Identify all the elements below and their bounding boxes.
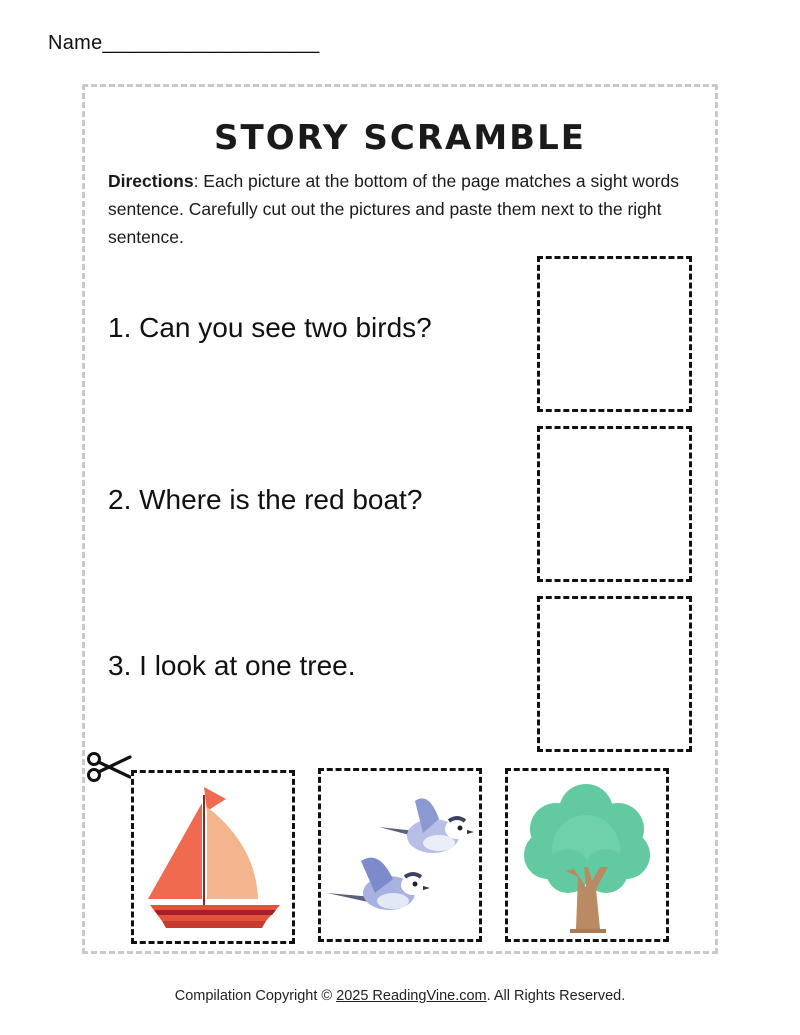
directions-text: [108, 167, 698, 251]
footer-link[interactable]: 2025 ReadingVine.com: [336, 988, 487, 1004]
two-birds-icon: [321, 771, 478, 938]
paste-box-3[interactable]: [537, 596, 692, 752]
cutout-birds-card[interactable]: [318, 768, 482, 942]
page-title: STORY SCRAMBLE: [214, 118, 586, 158]
footer-prefix: Compilation Copyright ©: [174, 988, 337, 1004]
directions-body: : Each picture at the bottom of the page matches a sight words sentence. Carefully cut out the pictures and paste them next to the right sentence.: [108, 171, 679, 247]
directions-label: Directions: [108, 171, 194, 191]
cutout-tree-card[interactable]: [505, 768, 669, 942]
footer-suffix: . All Rights Reserved.: [486, 988, 626, 1004]
sailboat-icon: [134, 773, 291, 940]
paste-box-2[interactable]: [537, 426, 692, 582]
sentence-3: 3. I look at one tree.: [108, 650, 356, 681]
tree-icon: [508, 771, 665, 938]
sentence-2: 2. Where is the red boat?: [108, 484, 423, 515]
name-field[interactable]: Name___________________: [48, 32, 320, 54]
copyright-footer: [0, 988, 800, 1004]
scissors-icon: [86, 750, 132, 784]
sentence-1: 1. Can you see two birds?: [108, 312, 432, 343]
paste-box-1[interactable]: [537, 256, 692, 412]
cutout-boat-card[interactable]: [131, 770, 295, 944]
